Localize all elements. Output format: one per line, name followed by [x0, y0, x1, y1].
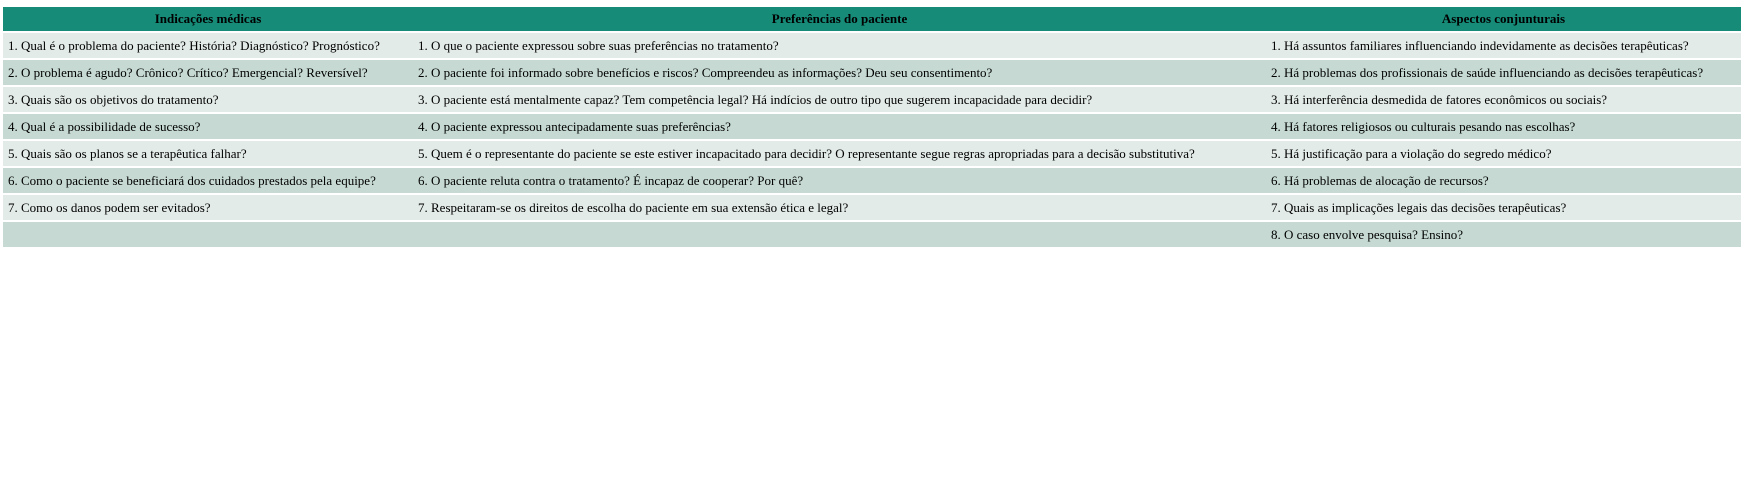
cell-medical-indications [3, 222, 413, 247]
cell-contextual-aspects: 3. Há interferência desmedida de fatores econômicos ou sociais? [1266, 87, 1741, 112]
cell-contextual-aspects: 7. Quais as implicações legais das decisões terapêuticas? [1266, 195, 1741, 220]
cell-contextual-aspects: 6. Há problemas de alocação de recursos? [1266, 168, 1741, 193]
cell-medical-indications: 3. Quais são os objetivos do tratamento? [3, 87, 413, 112]
table-row [3, 141, 1741, 166]
header-medical-indications: Indicações médicas [3, 7, 413, 31]
table-row [3, 222, 1741, 247]
cell-patient-preferences: 3. O paciente está mentalmente capaz? Tem competência legal? Há indícios de outro tipo que sugerem incapacidade para decidir? [413, 87, 1266, 112]
table-row [3, 168, 1741, 193]
cell-medical-indications: 5. Quais são os planos se a terapêutica falhar? [3, 141, 413, 166]
cell-patient-preferences: 1. O que o paciente expressou sobre suas preferências no tratamento? [413, 33, 1266, 58]
cell-medical-indications: 1. Qual é o problema do paciente? História? Diagnóstico? Prognóstico? [3, 33, 413, 58]
header-contextual-aspects: Aspectos conjunturais [1266, 7, 1741, 31]
cell-medical-indications: 7. Como os danos podem ser evitados? [3, 195, 413, 220]
cell-contextual-aspects: 1. Há assuntos familiares influenciando indevidamente as decisões terapêuticas? [1266, 33, 1741, 58]
header-patient-preferences: Preferências do paciente [413, 7, 1266, 31]
cell-contextual-aspects: 5. Há justificação para a violação do segredo médico? [1266, 141, 1741, 166]
table-row [3, 87, 1741, 112]
cell-patient-preferences: 5. Quem é o representante do paciente se este estiver incapacitado para decidir? O representante segue regras apropriadas para a decisão substitutiva? [413, 141, 1266, 166]
cell-contextual-aspects: 2. Há problemas dos profissionais de saúde influenciando as decisões terapêuticas? [1266, 60, 1741, 85]
table-row [3, 195, 1741, 220]
table-row [3, 33, 1741, 58]
cell-medical-indications: 4. Qual é a possibilidade de sucesso? [3, 114, 413, 139]
cell-patient-preferences: 6. O paciente reluta contra o tratamento? É incapaz de cooperar? Por quê? [413, 168, 1266, 193]
cell-contextual-aspects: 8. O caso envolve pesquisa? Ensino? [1266, 222, 1741, 247]
table-row [3, 60, 1741, 85]
header-row [3, 7, 1741, 31]
cell-contextual-aspects: 4. Há fatores religiosos ou culturais pesando nas escolhas? [1266, 114, 1741, 139]
table-body [3, 33, 1741, 247]
cell-patient-preferences [413, 222, 1266, 247]
cell-patient-preferences: 2. O paciente foi informado sobre benefícios e riscos? Compreendeu as informações? Deu seu consentimento? [413, 60, 1266, 85]
ethics-table [3, 5, 1741, 249]
table-row [3, 114, 1741, 139]
cell-patient-preferences: 7. Respeitaram-se os direitos de escolha do paciente em sua extensão ética e legal? [413, 195, 1266, 220]
cell-medical-indications: 2. O problema é agudo? Crônico? Crítico? Emergencial? Reversível? [3, 60, 413, 85]
cell-patient-preferences: 4. O paciente expressou antecipadamente suas preferências? [413, 114, 1266, 139]
cell-medical-indications: 6. Como o paciente se beneficiará dos cuidados prestados pela equipe? [3, 168, 413, 193]
table-header [3, 7, 1741, 31]
